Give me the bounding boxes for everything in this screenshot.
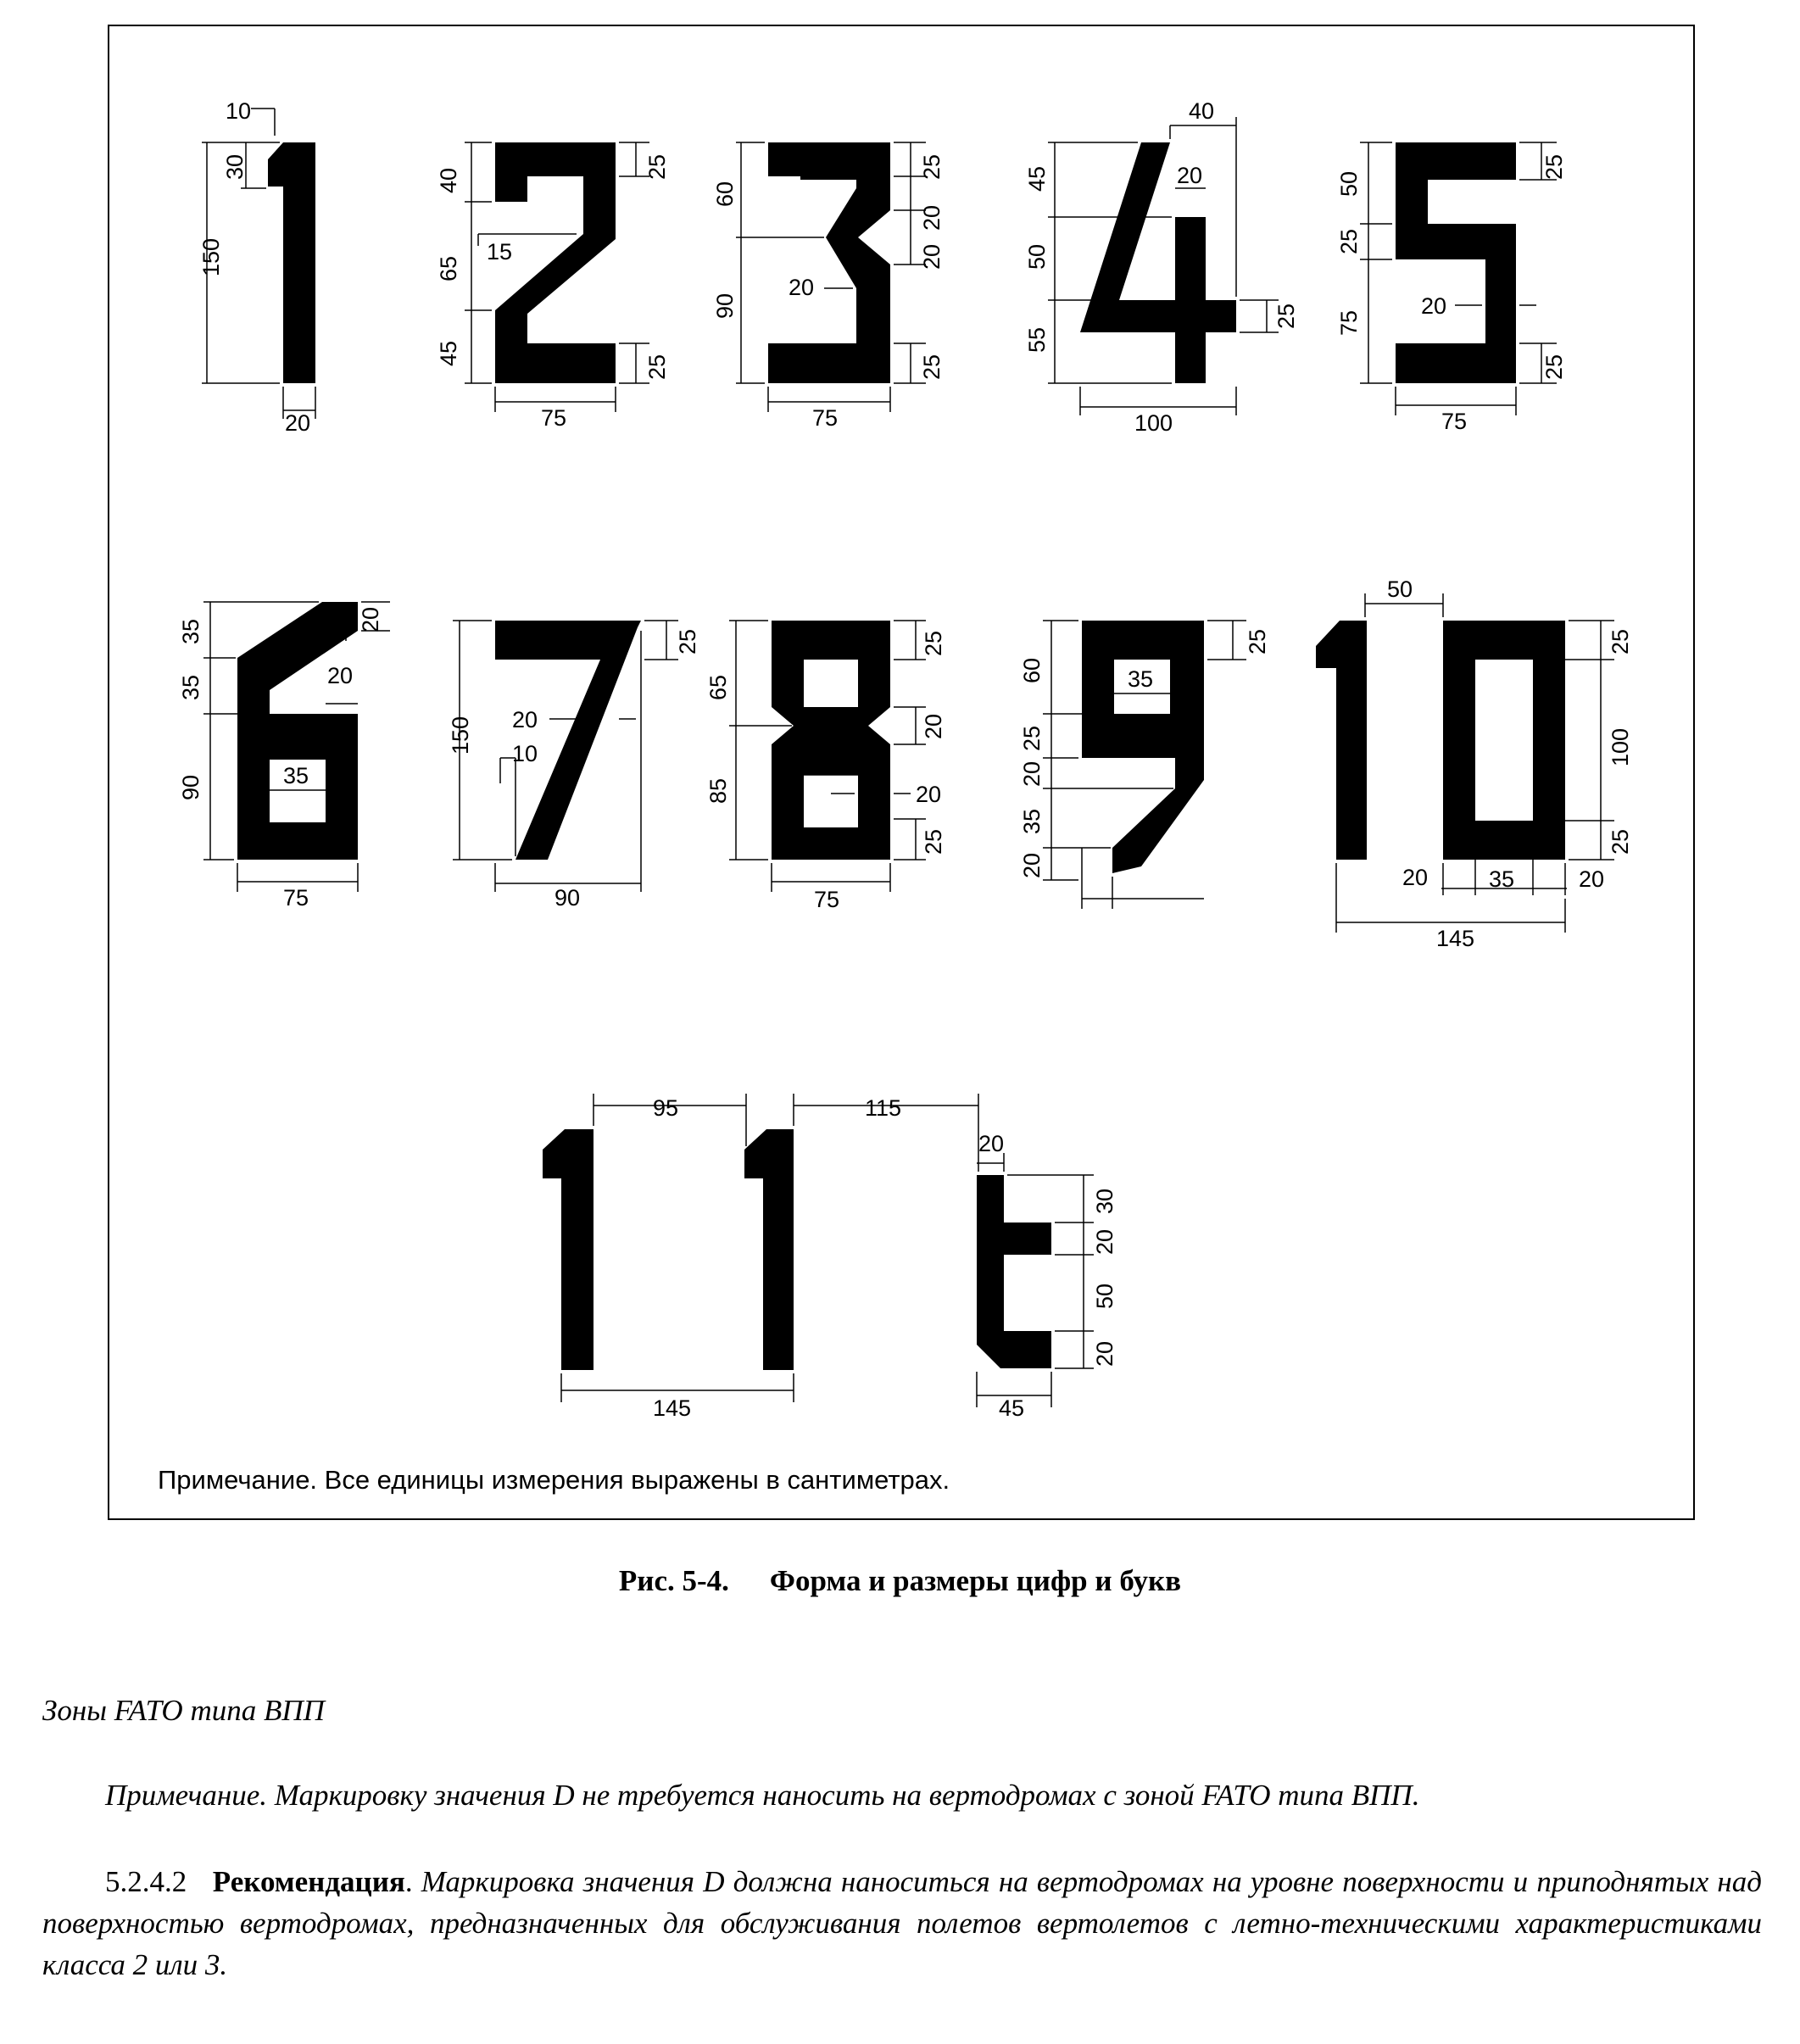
digit-4: [1024, 98, 1299, 436]
digit-6: [178, 602, 390, 911]
digit-2-dim-25-top: 25: [644, 153, 670, 180]
number-11-letter-t: [543, 1094, 1117, 1421]
digit-8-dim-75: 75: [814, 887, 840, 912]
digit-9-dim-35-hole: 35: [1128, 666, 1154, 692]
digit-5-dim-25-mid: 25: [1336, 228, 1362, 254]
digit-1: [198, 98, 315, 436]
digit-4-dim-20: 20: [1177, 163, 1203, 188]
digit-1-dim-150: 150: [198, 237, 224, 276]
digit-1-dim-20: 20: [285, 410, 311, 436]
digit-5-dim-75-side: 75: [1336, 309, 1362, 336]
digit-5-dim-75: 75: [1441, 409, 1468, 434]
digit-3-dim-75: 75: [812, 405, 839, 431]
digit-2: [436, 142, 670, 431]
digit-1-shape: [268, 142, 315, 383]
number-11-first-one-shape: [543, 1129, 593, 1370]
digit-4-dim-45: 45: [1024, 165, 1050, 192]
digit-6-dim-90: 90: [178, 774, 203, 800]
digit-9-dim-20-mid: 20: [1019, 760, 1045, 787]
digit-4-dim-25: 25: [1273, 303, 1299, 329]
number-10: [1316, 576, 1633, 951]
digit-5-shape: [1396, 142, 1516, 383]
digit-6-dim-35-mid: 35: [178, 674, 203, 700]
digit-6-dim-35-hole: 35: [283, 763, 309, 788]
digit-3-dim-25-top: 25: [919, 153, 945, 180]
digit-8: [705, 621, 946, 912]
digit-4-dim-100: 100: [1134, 410, 1173, 436]
digit-2-dim-40: 40: [436, 167, 461, 193]
digit-2-dim-65: 65: [436, 255, 461, 281]
number-10-dim-100: 100: [1608, 727, 1633, 766]
digit-3-dim-20-stroke: 20: [789, 275, 815, 300]
digit-2-dim-75: 75: [541, 405, 567, 431]
figure-units-note: Примечание. Все единицы измерения выражены в сантиметрах.: [158, 1465, 950, 1495]
digit-9-shape: [1082, 621, 1204, 873]
number-10-one-shape: [1316, 621, 1367, 860]
digit-2-shape: [495, 142, 616, 383]
digit-8-dim-25-top: 25: [921, 630, 946, 656]
digit-3: [712, 142, 945, 431]
letter-t-dim-20-crossbar: 20: [1092, 1228, 1117, 1255]
number-10-dim-35: 35: [1489, 866, 1515, 892]
digit-9-dim-25-mid: 25: [1019, 725, 1045, 751]
recommendation-punct: .: [404, 1865, 413, 1898]
number-10-zero-shape: [1443, 621, 1565, 860]
figure-caption-title: Форма и размеры цифр и букв: [769, 1564, 1182, 1597]
digit-9: [1019, 621, 1270, 909]
digit-9-dim-35-lower: 35: [1019, 808, 1045, 834]
letter-t-shape: [977, 1175, 1051, 1368]
digit-6-shape: [237, 602, 358, 860]
digit-6-dim-75: 75: [283, 885, 309, 911]
digit-4-dim-55: 55: [1024, 326, 1050, 353]
digit-8-dim-35: 35: [812, 748, 839, 773]
number-10-dim-25-bottom: 25: [1608, 828, 1633, 855]
digit-3-shape: [768, 142, 890, 383]
digit-2-dim-25-bottom: 25: [644, 354, 670, 380]
letter-t-dim-50: 50: [1092, 1283, 1117, 1309]
digit-9-dimensions: [1043, 621, 1246, 909]
number-10-dim-25-top: 25: [1608, 628, 1633, 654]
number-10-dim-20-right: 20: [1579, 866, 1605, 892]
digit-9-dim-20-bottom: 20: [1019, 852, 1045, 878]
figure-caption-number: Рис. 5-4.: [618, 1564, 729, 1597]
digit-5-dim-25-top: 25: [1541, 153, 1567, 180]
digit-7-dim-150: 150: [448, 716, 473, 755]
digit-7: [448, 621, 700, 911]
digit-6-dim-20-stroke: 20: [327, 663, 354, 688]
number-11-dim-115: 115: [865, 1095, 902, 1121]
digit-4-dim-50: 50: [1024, 243, 1050, 270]
digit-8-dim-20-stroke: 20: [916, 782, 942, 807]
digit-4-dim-40: 40: [1189, 98, 1215, 124]
digit-7-dim-10: 10: [512, 741, 538, 766]
number-11-dim-145: 145: [653, 1395, 692, 1421]
section-heading: Зоны FATO типа ВПП: [42, 1694, 325, 1727]
digit-3-dim-25-bottom: 25: [919, 354, 945, 380]
recommendation-label: Рекомендация: [212, 1865, 405, 1898]
letter-t-dim-20-foot: 20: [1092, 1340, 1117, 1367]
digit-3-dim-20-lower: 20: [919, 243, 945, 270]
digit-7-dim-25: 25: [675, 628, 700, 654]
digit-9-dim-25-top: 25: [1245, 628, 1270, 654]
digit-8-dim-85: 85: [705, 777, 731, 804]
digit-7-shape: [495, 621, 641, 860]
digit-8-dim-25-bottom: 25: [921, 828, 946, 855]
digit-8-shape: [772, 621, 890, 860]
digit-8-dim-20-mid: 20: [921, 713, 946, 739]
letter-t-dim-20-width: 20: [978, 1131, 1005, 1156]
digit-9-dim-60: 60: [1019, 657, 1045, 683]
digit-5: [1336, 142, 1567, 434]
digit-3-dim-20-upper: 20: [919, 204, 945, 231]
digit-5-dim-50: 50: [1336, 170, 1362, 197]
digit-2-dim-15: 15: [487, 239, 513, 265]
digit-6-dim-20-top: 20: [358, 606, 383, 632]
digit-4-shape: [1080, 142, 1236, 383]
digit-5-dim-25-bottom: 25: [1541, 354, 1567, 380]
number-10-dim-50: 50: [1387, 576, 1413, 602]
letter-t-dim-45: 45: [999, 1395, 1025, 1421]
digit-5-dim-20: 20: [1421, 293, 1447, 319]
number-10-dim-145: 145: [1436, 926, 1475, 951]
digit-6-dim-35-top: 35: [178, 618, 203, 644]
recommendation-number: 5.2.4.2: [105, 1865, 187, 1898]
recommendation-paragraph: [42, 1861, 1762, 1986]
number-10-dim-20-left: 20: [1402, 865, 1429, 890]
digit-1-dim-10: 10: [226, 98, 252, 124]
digit-8-dim-65: 65: [705, 674, 731, 700]
letter-t-dim-30: 30: [1092, 1188, 1117, 1214]
digit-7-dim-90: 90: [554, 885, 581, 911]
note-paragraph: Примечание. Маркировку значения D не требуется наносить на вертодромах с зоной FATO типа ВПП.: [105, 1779, 1420, 1812]
number-11-second-one-shape: [744, 1129, 794, 1370]
number-11-dim-95: 95: [653, 1095, 679, 1121]
digit-1-dim-30: 30: [222, 153, 248, 180]
recommendation-text: Маркировка значения D должна наноситься на вертодромах на уровне поверхности и приподнятых над поверхностью вертодромах, предназначенных для обслуживания полетов вертолетов с летно-техническими характеристиками класса 2 или 3.: [42, 1865, 1762, 1981]
digit-3-dim-60: 60: [712, 181, 738, 207]
digit-2-dim-45: 45: [436, 340, 461, 366]
digit-7-dim-20: 20: [512, 707, 538, 732]
figure-caption: [0, 1564, 1800, 1598]
digit-3-dim-90: 90: [712, 292, 738, 319]
